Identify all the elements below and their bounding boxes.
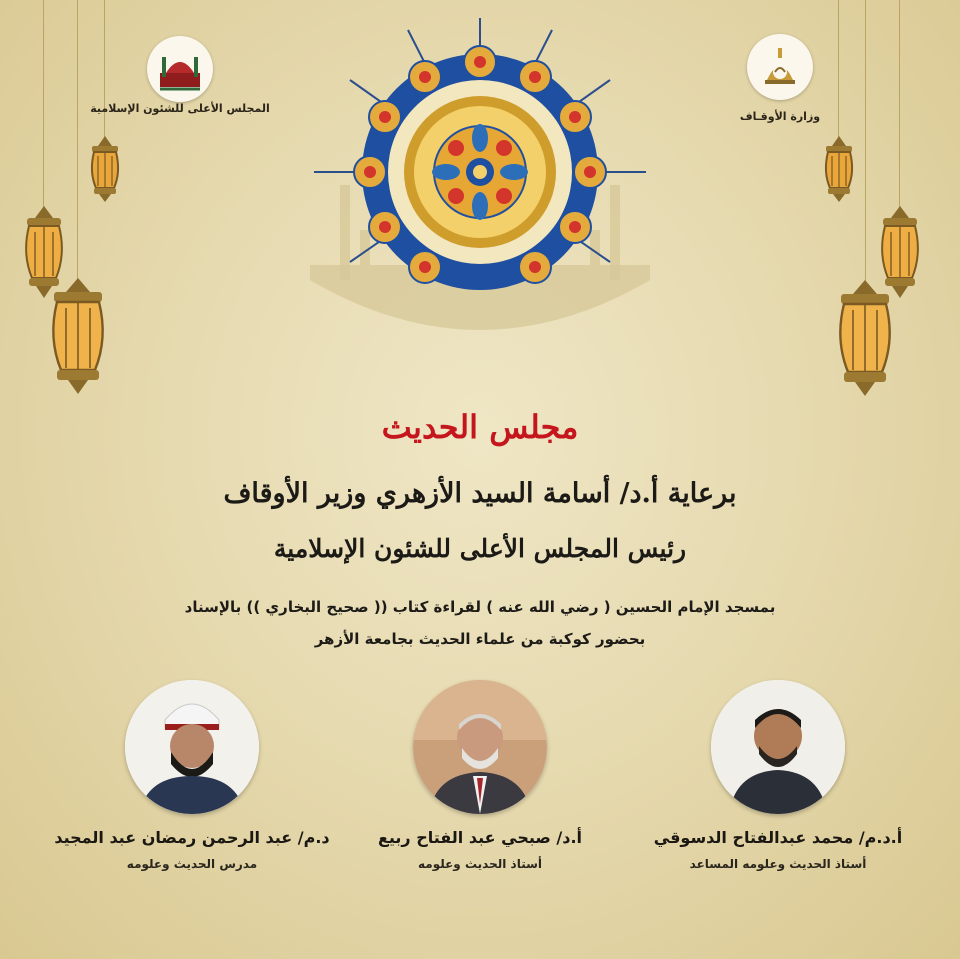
ministry-logo bbox=[747, 34, 813, 100]
person-icon bbox=[125, 680, 259, 814]
venue-line: بمسجد الإمام الحسين ( رضي الله عنه ) لقراءة كتاب (( صحيح البخاري )) بالإسناد bbox=[184, 598, 776, 616]
speaker-title: أستاذ الحديث وعلومه bbox=[417, 857, 543, 871]
lantern-icon bbox=[833, 280, 897, 396]
speaker-title: أستاذ الحديث وعلومه المساعد bbox=[689, 857, 867, 871]
event-title: مجلس الحديث bbox=[381, 408, 579, 446]
attendance-line: بحضور كوكبة من علماء الحديث بجامعة الأزهر bbox=[314, 630, 646, 648]
patron-line: برعاية أ.د/ أسامة السيد الأزهري وزير الأوقاف bbox=[223, 478, 737, 509]
ministry-logo-caption: وزارة الأوقـاف bbox=[739, 110, 821, 123]
speaker-title: مدرس الحديث وعلومه bbox=[126, 857, 258, 871]
speaker-name: د.م/ عبد الرحمن رمضان عبد المجيد bbox=[54, 828, 330, 847]
person-icon bbox=[711, 680, 845, 814]
person-icon bbox=[413, 680, 547, 814]
speaker-name: أ.د.م/ محمد عبدالفتاح الدسوقي bbox=[653, 828, 903, 847]
ministry-logo-block bbox=[740, 34, 820, 100]
lantern-string bbox=[104, 0, 105, 140]
mosque-dome-icon bbox=[154, 43, 206, 95]
speaker-photo bbox=[125, 680, 259, 814]
lantern-string bbox=[899, 0, 900, 210]
speaker-card bbox=[42, 680, 342, 871]
council-logo bbox=[147, 36, 213, 102]
lantern-string bbox=[43, 0, 44, 210]
council-logo-block bbox=[140, 36, 220, 102]
mosque-crescent-icon bbox=[755, 42, 805, 92]
lantern-icon bbox=[820, 136, 858, 202]
council-logo-caption: المجلس الأعلى للشئون الإسلامية bbox=[90, 102, 270, 115]
lantern-string bbox=[77, 0, 78, 280]
lantern-icon bbox=[86, 136, 124, 202]
speaker-photo bbox=[413, 680, 547, 814]
speaker-card bbox=[628, 680, 928, 871]
speaker-name: أ.د/ صبحي عبد الفتاح ربيع bbox=[377, 828, 583, 847]
speaker-card bbox=[330, 680, 630, 871]
speaker-photo bbox=[711, 680, 845, 814]
mosque-mandala-emblem bbox=[300, 0, 660, 345]
lantern-icon bbox=[46, 278, 110, 394]
patron-role: رئيس المجلس الأعلى للشئون الإسلامية bbox=[273, 534, 687, 563]
lantern-string bbox=[865, 0, 866, 285]
